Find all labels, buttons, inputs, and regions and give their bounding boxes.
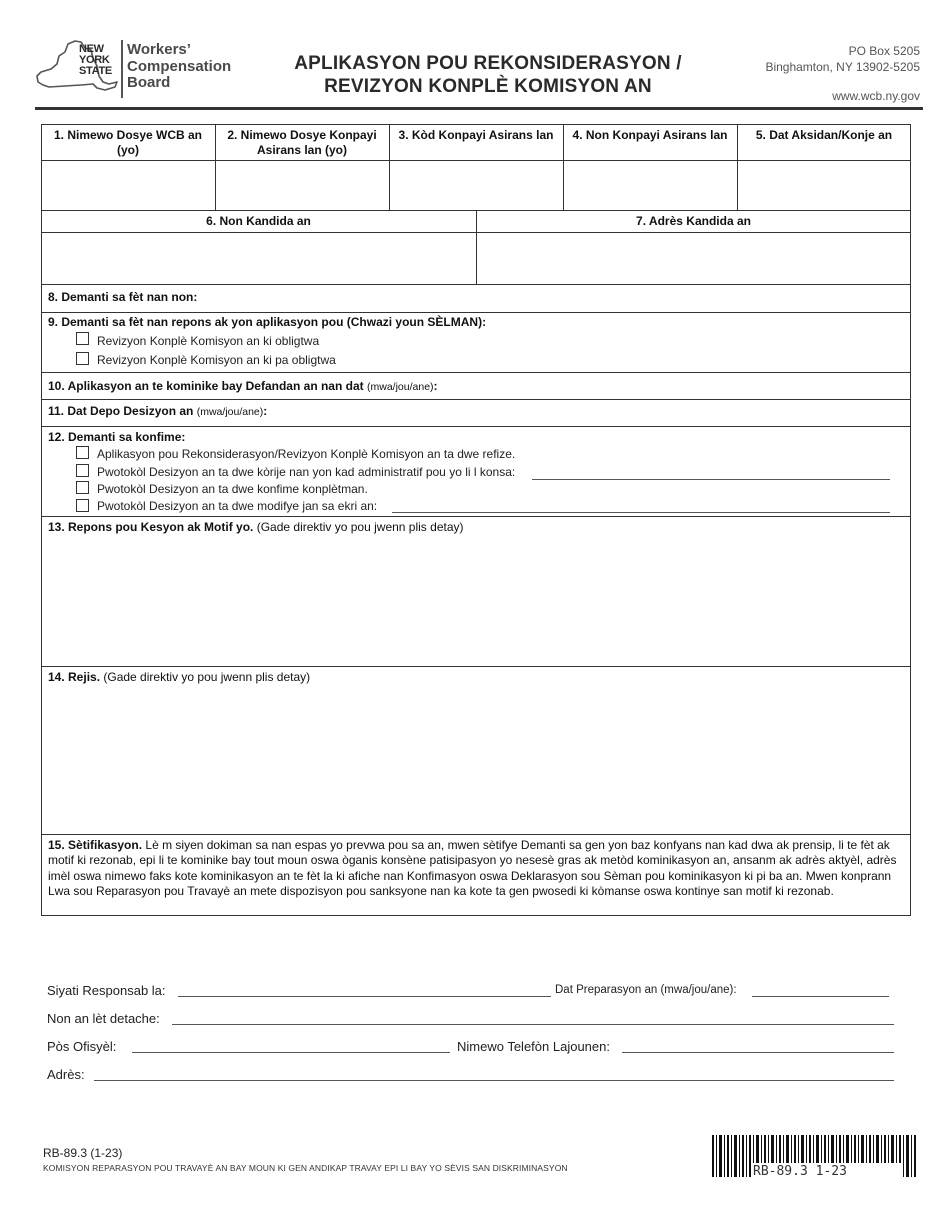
rebuttal-confirm-label: 12. Demanti sa konfime: [48, 430, 186, 444]
row-divider [41, 516, 911, 517]
mandatory-review-label: Revizyon Konplè Komisyon an ki obligtwa [97, 334, 320, 348]
correct-decision-line[interactable] [532, 479, 890, 480]
served-date-field[interactable] [455, 375, 905, 397]
deny-application-label: Aplikasyon pou Rekonsiderasyon/Revizyon Konplè Komisyon an ta dwe refize. [97, 447, 516, 461]
carrier-name-field[interactable] [564, 161, 736, 209]
record-label: 14. Rejis. (Gade direktiv yo pou jwenn plis detay) [48, 670, 311, 684]
modify-decision-checkbox[interactable] [76, 499, 89, 512]
claimant-name-field[interactable] [42, 233, 475, 283]
application-type-label: 9. Demanti sa fèt nan repons ak yon aplikasyon pou (Chwazi youn SÈLMAN): [48, 315, 487, 329]
board-address: PO Box 5205 Binghamton, NY 13902-5205 [765, 44, 920, 74]
row-divider [41, 426, 911, 427]
non-discrimination-notice: KOMISYON REPARASYON POU TRAVAYÈ AN BAY MOUN KI GEN ANDIKAP TRAVAY EPI LI BAY YO SÈVIS SAN DISKRIMINASYON [43, 1163, 568, 1173]
claimant-name-label: 6. Non Kandida an [206, 214, 311, 228]
accident-date-field[interactable] [738, 161, 910, 209]
phone-label: Nimewo Telefòn Lajounen: [457, 1039, 610, 1054]
modify-decision-label: Pwotokòl Desizyon an ta dwe modifye jan sa ekri an: [97, 499, 378, 513]
barcode-text: RB-89.3 1-23 [753, 1164, 847, 1177]
print-name-label: Non an lèt detache: [47, 1011, 160, 1026]
filed-date-label: 11. Dat Depo Desizyon an (mwa/jou/ane): [48, 404, 268, 418]
position-line[interactable] [132, 1052, 450, 1053]
carrier-code-field[interactable] [390, 161, 562, 209]
claimant-address-field[interactable] [477, 233, 910, 283]
discretionary-review-checkbox[interactable] [76, 352, 89, 365]
prep-date-line[interactable] [752, 996, 889, 997]
record-field[interactable] [44, 688, 908, 831]
signature-label: Siyati Responsab la: [47, 983, 166, 998]
print-name-line[interactable] [172, 1024, 894, 1025]
address-label: Adrès: [47, 1067, 85, 1082]
filed-date-field[interactable] [280, 402, 905, 424]
row-divider [41, 372, 911, 373]
barcode-icon [712, 1135, 917, 1177]
row-divider [41, 284, 911, 285]
prep-date-label: Dat Preparasyon an (mwa/jou/ane): [555, 984, 737, 996]
form-number: RB-89.3 (1-23) [43, 1146, 123, 1160]
affirm-decision-checkbox[interactable] [76, 481, 89, 494]
row-divider [41, 666, 911, 667]
board-website: www.wcb.ny.gov [832, 89, 920, 103]
accident-date-label: 5. Dat Aksidan/Konje an [755, 128, 893, 142]
row-divider [41, 312, 911, 313]
mandatory-review-checkbox[interactable] [76, 332, 89, 345]
affirm-decision-label: Pwotokòl Desizyon an ta dwe konfime konplètman. [97, 482, 368, 496]
nys-wcb-logo [35, 38, 250, 100]
modify-decision-line[interactable] [392, 512, 890, 513]
claimant-address-label: 7. Adrès Kandida an [636, 214, 751, 228]
row-divider [41, 399, 911, 400]
responses-field[interactable] [44, 538, 908, 663]
wcb-case-number-field[interactable] [42, 161, 214, 209]
wcb-case-number-label: 1. Nimewo Dosye WCB an (yo) [53, 128, 203, 157]
address-line[interactable] [94, 1080, 894, 1081]
responses-label: 13. Repons pou Kesyon ak Motif yo. (Gade direktiv yo pou jwenn plis detay) [48, 520, 464, 534]
carrier-code-label: 3. Kòd Konpayi Asirans lan [398, 128, 554, 142]
rebuttal-on-behalf-field[interactable] [210, 287, 905, 309]
discretionary-review-label: Revizyon Konplè Komisyon an ki pa obligtwa [97, 353, 336, 367]
carrier-case-number-field[interactable] [216, 161, 388, 209]
position-label: Pòs Ofisyèl: [47, 1039, 117, 1054]
header-rule [35, 107, 923, 110]
deny-application-checkbox[interactable] [76, 446, 89, 459]
form-title: APLIKASYON POU REKONSIDERASYON / REVIZYON KONPLÈ KOMISYON AN [294, 53, 682, 97]
logo-divider [121, 40, 123, 98]
phone-line[interactable] [622, 1052, 894, 1053]
logo-state-text: NEW YORK STATE [79, 43, 112, 77]
signature-line[interactable] [178, 996, 551, 997]
served-date-label: 10. Aplikasyon an te kominike bay Defandan an nan dat (mwa/jou/ane): [48, 379, 438, 393]
rebuttal-on-behalf-label: 8. Demanti sa fèt nan non: [48, 290, 198, 304]
carrier-name-label: 4. Non Konpayi Asirans lan [572, 128, 728, 142]
certification-text: 15. Sètifikasyon. Lè m siyen dokiman sa nan espas yo prevwa pou sa an, mwen sètifye Demanti sa gen yon baz konfyans nan kad dwa ak prensip, li te fèt ak motif ki rezonab, epi li te kominike bay tout moun oswa òganis konsène patisipasyon yo nesesè gras ak metòd kominikasyon an, ansanm ak adrès aktyèl, adrès imèl oswa nimewo faks kote kominikasyon an te fèt la ki afiche nan Konfimasyon oswa Deklarasyon sou Sèman pou kominikasyon ki pi ba an. Mwen konprann Lwa sou Reparasyon pou Travayè an mete dispozisyon pou sanksyone nan ka kote ta gen pwosedi ki kòmanse oswa kontinye san motif ki rezonab. [48, 838, 897, 898]
logo-agency-text: Workers’ Compensation Board [127, 41, 232, 91]
row-divider [41, 834, 911, 835]
correct-decision-checkbox[interactable] [76, 464, 89, 477]
carrier-case-number-label: 2. Nimewo Dosye Konpayi Asirans lan (yo) [227, 128, 377, 157]
correct-decision-label: Pwotokòl Desizyon an ta dwe kòrije nan yon kad administratif pou yo li l konsa: [97, 465, 516, 479]
